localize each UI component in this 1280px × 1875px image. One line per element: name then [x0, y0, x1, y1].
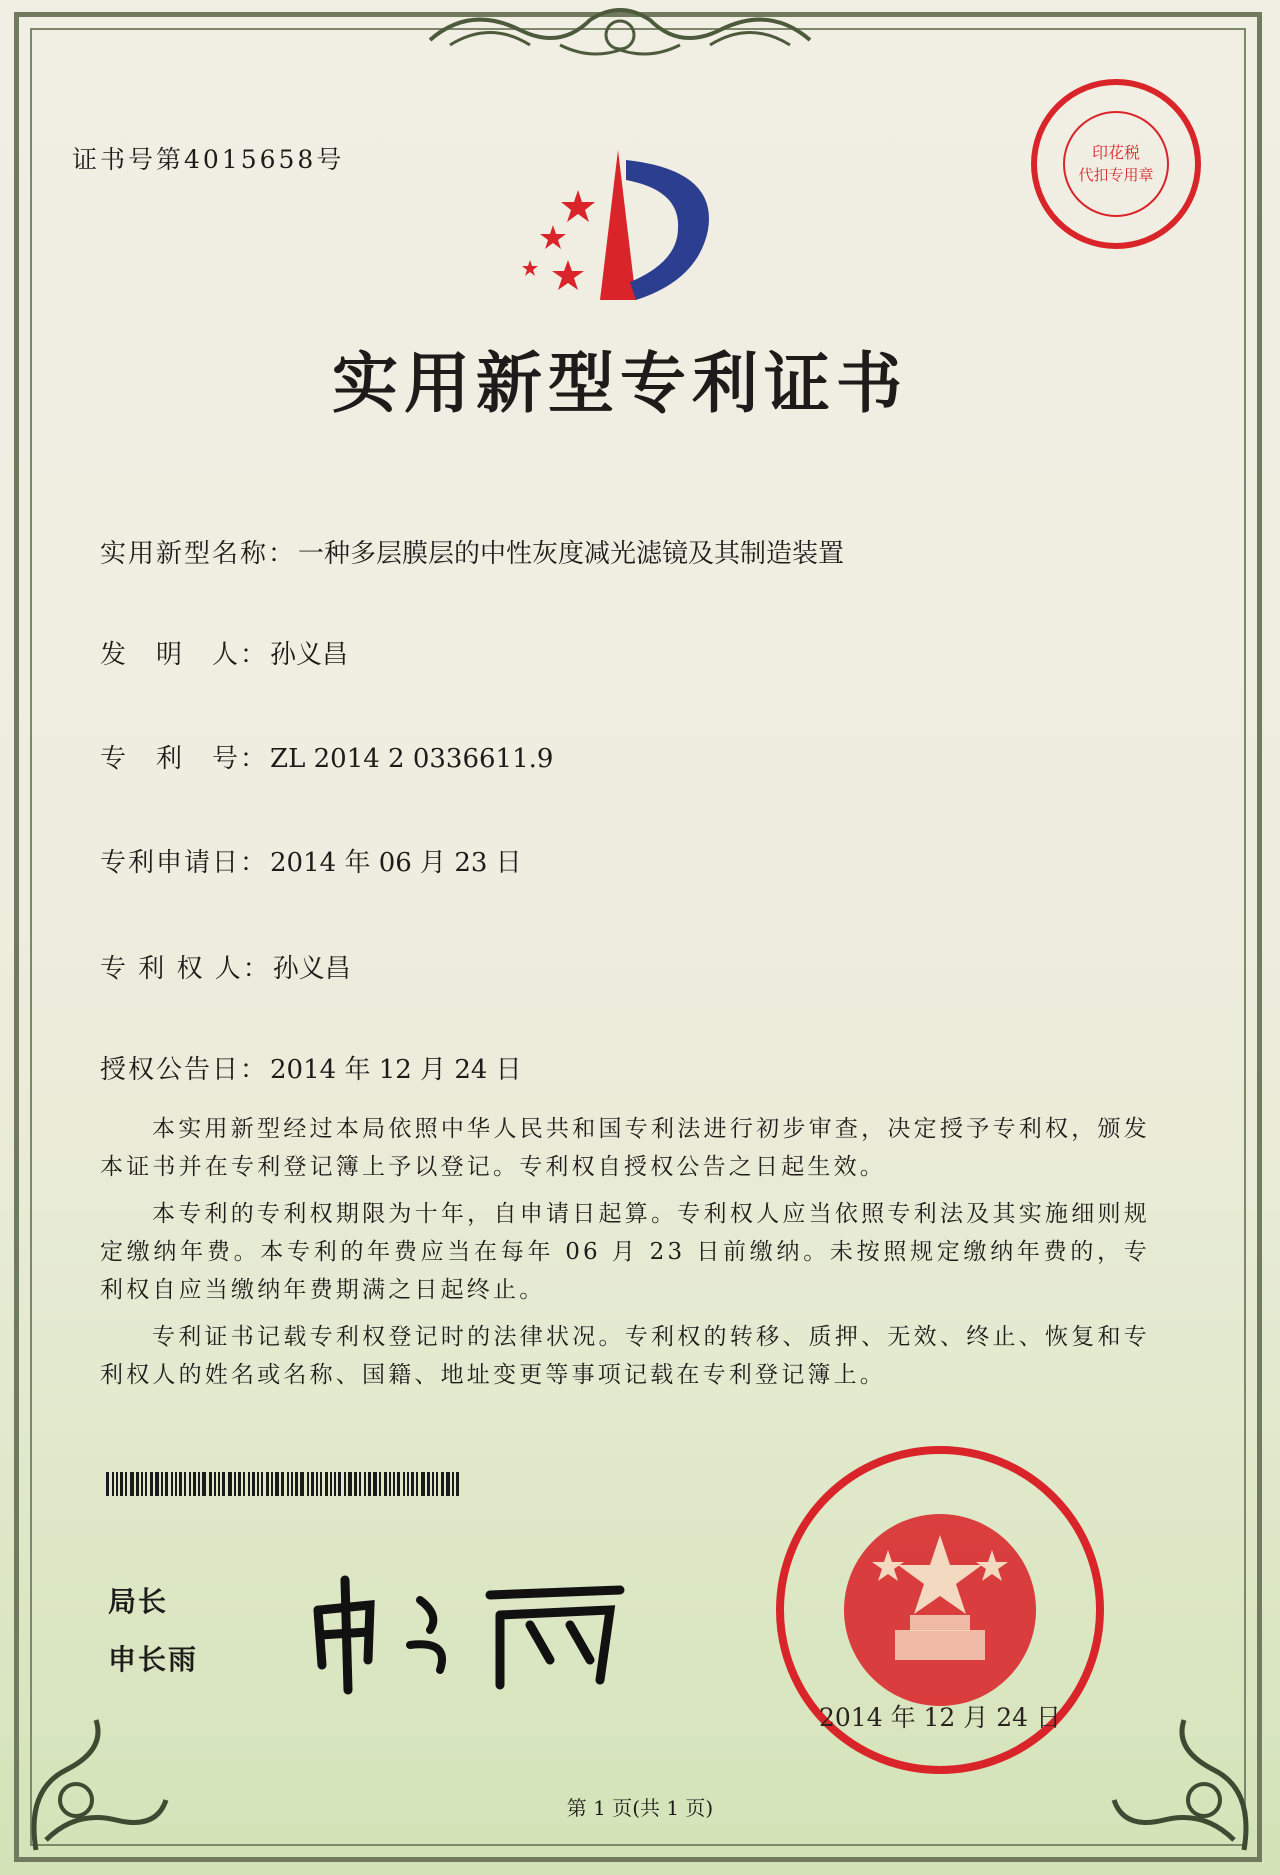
cnipa-logo-icon	[518, 150, 738, 320]
field-value: 孙义昌	[270, 640, 349, 670]
signer-title: 局长	[108, 1585, 169, 1618]
corner-ornament-icon	[1104, 1690, 1264, 1860]
field-label: 授权公告日：	[100, 1055, 269, 1085]
certificate-title: 实用新型专利证书	[332, 345, 908, 422]
field-label: 发 明 人：	[100, 640, 269, 670]
svg-text:印花税: 印花税	[1091, 143, 1141, 162]
field-value: 2014 年 06 月 23 日	[270, 848, 522, 878]
barcode-icon	[106, 1472, 466, 1496]
field-inventor	[100, 634, 348, 671]
certificate-number: 证书号第4015658号	[72, 145, 345, 174]
tax-seal-icon	[1026, 74, 1206, 254]
body-paragraph: 专利证书记载专利权登记时的法律状况。专利权的转移、质押、无效、终止、恢复和专利权人的姓名或名称、国籍、地址变更等事项记载在专利登记簿上。	[100, 1324, 1150, 1388]
body-paragraph: 本实用新型经过本局依照中华人民共和国专利法进行初步审查，决定授予专利权，颁发本证书并在专利登记簿上予以登记。专利权自授权公告之日起生效。	[100, 1116, 1150, 1180]
field-value: 孙义昌	[272, 954, 351, 984]
field-patentee	[100, 948, 351, 985]
field-label: 实用新型名称：	[100, 539, 297, 569]
field-utility-model-name	[100, 533, 844, 570]
top-ornament-icon	[410, 0, 830, 70]
corner-ornament-icon	[16, 1690, 176, 1860]
field-patent-number	[100, 738, 553, 775]
body-paragraph: 本专利的专利权期限为十年，自申请日起算。专利权人应当依照专利法及其实施细则规定缴纳年费。本专利的年费应当在每年 06 月 23 日前缴纳。未按照规定缴纳年费的，专利权自应当缴纳年费期满之日起终止。	[100, 1201, 1150, 1303]
field-value: 2014 年 12 月 24 日	[270, 1055, 522, 1085]
signature-icon	[300, 1570, 660, 1700]
field-value: ZL 2014 2 0336611.9	[270, 744, 554, 774]
signer-name: 申长雨	[108, 1643, 199, 1676]
field-value: 一种多层膜层的中性灰度减光滤镜及其制造装置	[298, 539, 845, 569]
field-application-date	[100, 842, 522, 879]
field-label: 专利申请日：	[100, 848, 269, 878]
field-label: 专 利 号：	[100, 744, 269, 774]
page-footer: 第 1 页(共 1 页)	[566, 1796, 714, 1820]
seal-date: 2014 年 12 月 24 日	[819, 1703, 1061, 1732]
svg-text:代扣专用章: 代扣专用章	[1078, 166, 1154, 184]
field-grant-date	[100, 1049, 522, 1086]
field-label: 专 利 权 人：	[100, 954, 271, 984]
